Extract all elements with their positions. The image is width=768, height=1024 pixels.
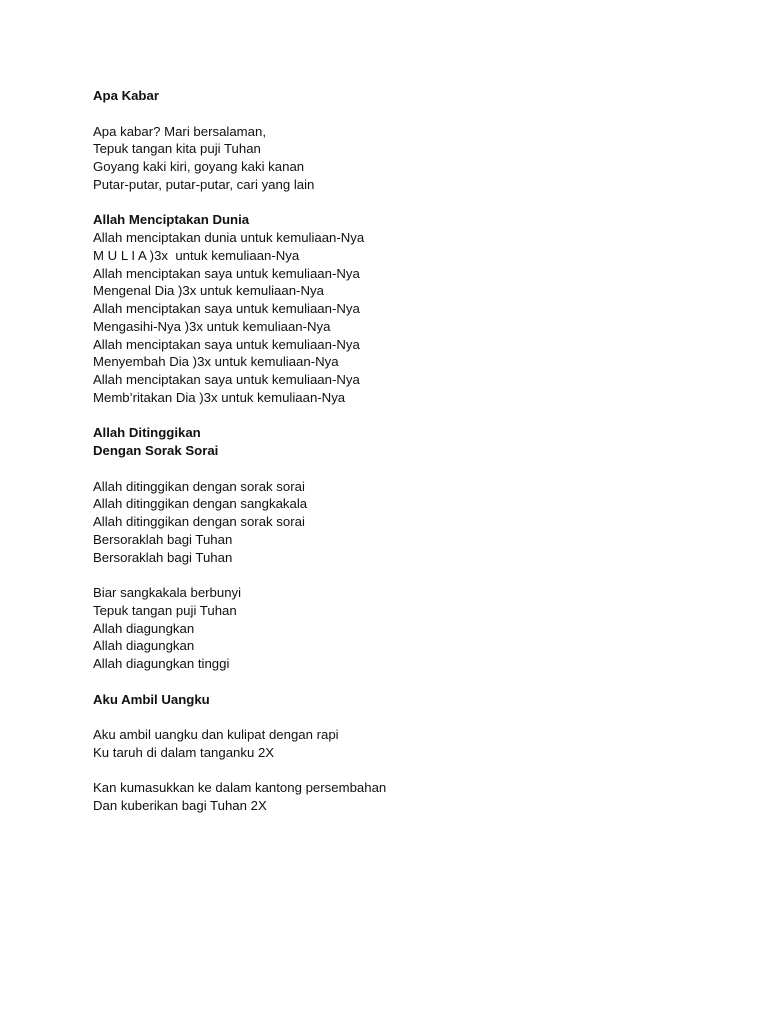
lyric-line: Allah menciptakan saya untuk kemuliaan-Nya — [93, 265, 360, 281]
lyric-line: Kan kumasukkan ke dalam kantong persembahan — [93, 780, 387, 796]
lyric-line: M U L I A )3x untuk kemuliaan-Nya — [93, 247, 300, 263]
lyric-line: Ku taruh di dalam tanganku 2X — [93, 744, 275, 760]
blank-line — [93, 407, 693, 425]
lyric-line: Aku ambil uangku dan kulipat dengan rapi — [93, 727, 339, 742]
song-title: Apa Kabar — [93, 88, 159, 103]
lyric-line: Allah menciptakan saya untuk kemuliaan-Nya — [93, 336, 360, 352]
document-page — [93, 87, 693, 815]
lyric-line: Bersoraklah bagi Tuhan — [93, 549, 233, 565]
song-aku-ambil-uangku — [93, 691, 693, 815]
lyric-line: Allah menciptakan saya untuk kemuliaan-Nya — [93, 372, 360, 387]
lyric-line: Allah diagungkan tinggi — [93, 656, 230, 671]
lyric-line: Menyembah Dia )3x untuk kemuliaan-Nya — [93, 354, 339, 370]
lyric-line: Memb’ritakan Dia )3x untuk kemuliaan-Nya — [93, 389, 346, 405]
lyric-line: Tepuk tangan kita puji Tuhan — [93, 141, 261, 157]
lyric-line: Biar sangkakala berbunyi — [93, 585, 242, 600]
lyric-line: Allah diagungkan — [93, 638, 195, 654]
lyric-line: Allah ditinggikan dengan sangkakala — [93, 496, 308, 512]
lyric-line: Goyang kaki kiri, goyang kaki kanan — [93, 159, 305, 174]
blank-line — [93, 194, 693, 212]
lyric-line: Dan kuberikan bagi Tuhan 2X — [93, 798, 267, 813]
lyric-line: Allah ditinggikan dengan sorak sorai — [93, 478, 305, 494]
lyric-line: Tepuk tangan puji Tuhan — [93, 602, 237, 618]
song-allah-ditinggikan — [93, 424, 693, 673]
lyric-line: Putar-putar, putar-putar, cari yang lain — [93, 176, 315, 192]
lyric-line: Apa kabar? Mari bersalaman, — [93, 123, 266, 139]
lyric-line: Allah menciptakan dunia untuk kemuliaan-Nya — [93, 230, 365, 245]
lyric-line: Allah diagungkan — [93, 620, 195, 636]
lyric-line: Bersoraklah bagi Tuhan — [93, 531, 233, 547]
song-title-line-2: Dengan Sorak Sorai — [93, 443, 219, 458]
lyric-line: Allah ditinggikan dengan sorak sorai — [93, 514, 305, 529]
lyric-line: Mengenal Dia )3x untuk kemuliaan-Nya — [93, 283, 324, 299]
blank-line — [93, 762, 693, 780]
blank-line — [93, 673, 693, 691]
blank-line — [93, 708, 693, 726]
lyric-line: Mengasihi-Nya )3x untuk kemuliaan-Nya — [93, 318, 331, 334]
song-title: Allah Ditinggikan — [93, 425, 201, 441]
blank-line — [93, 566, 693, 584]
blank-line — [93, 460, 693, 478]
song-title: Allah Menciptakan Dunia — [93, 212, 250, 228]
song-allah-menciptakan-dunia — [93, 211, 693, 406]
blank-line — [93, 105, 693, 123]
lyric-line: Allah menciptakan saya untuk kemuliaan-Nya — [93, 301, 360, 316]
song-title: Aku Ambil Uangku — [93, 691, 210, 707]
song-apa-kabar — [93, 87, 693, 194]
